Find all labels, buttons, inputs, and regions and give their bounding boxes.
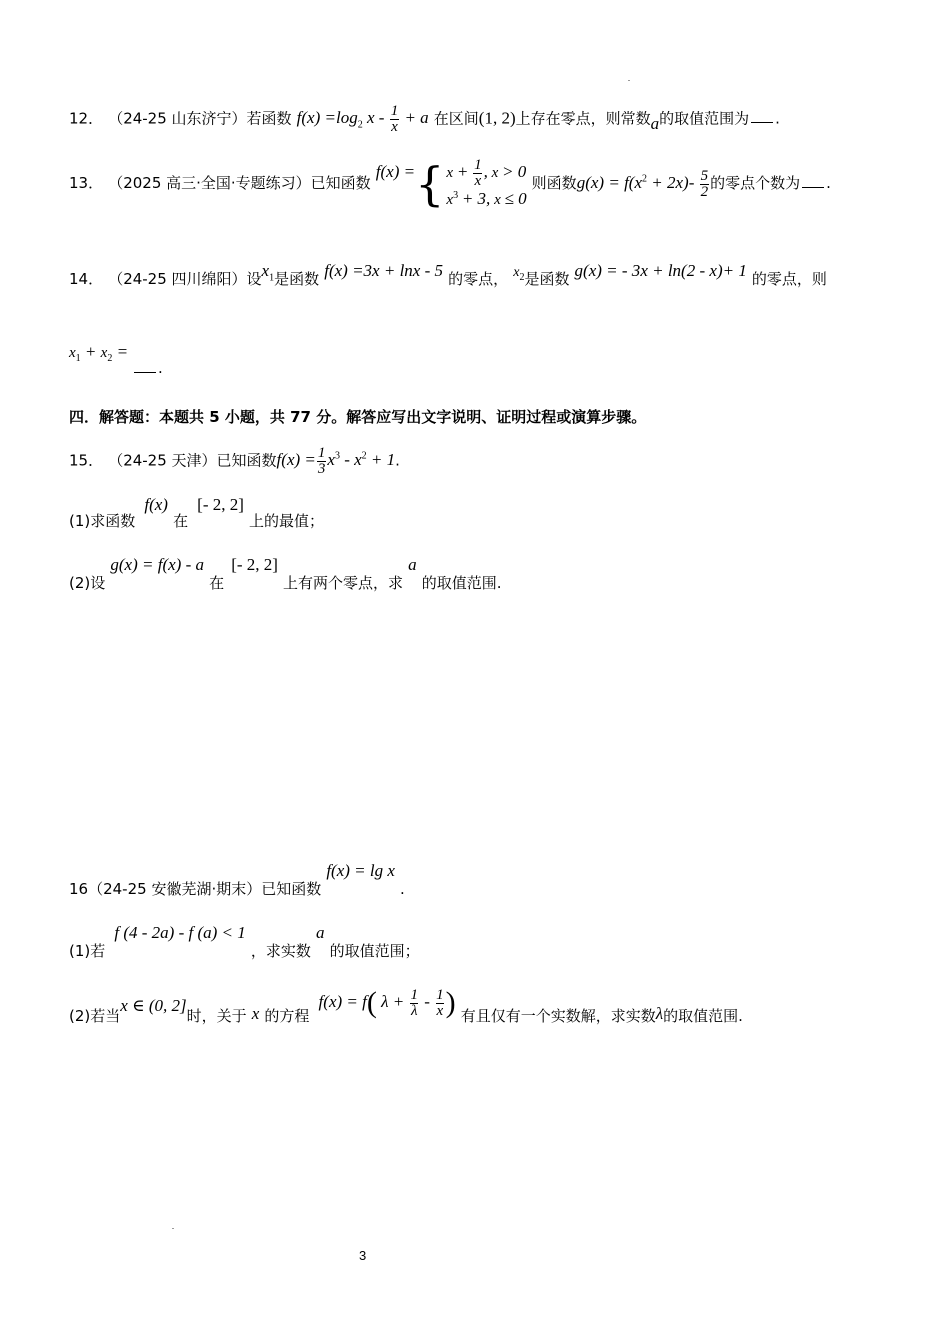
q16-part-2 (69, 986, 743, 1026)
q15-p2-text-c: 的取值范围. (421, 574, 502, 592)
q15-p1-text-b: 上的最值； (249, 512, 325, 530)
q13-mid: 则函数 (531, 174, 577, 193)
q13-piecewise: f(x) = { x + $\frac{1}{x}$ , x > 0 $x^3 + 3$, x ≤ 0 (375, 156, 527, 211)
q16-p1-var-a: a (315, 923, 325, 942)
q14-end: . (158, 359, 163, 377)
q15-part-1 (69, 494, 325, 530)
q15-formula: f(x) = $\frac{1}{3}$ $x^3 - x^2 + 1$ (276, 445, 396, 477)
q16-p1-inequality: f (4 - 2a) - f (a) < 1 (114, 923, 246, 942)
q16-p2-lambda: λ (655, 1004, 664, 1024)
q16-p2-domain: x ∈ (0, 2] (120, 996, 187, 1016)
q12-interval: (1, 2) (478, 108, 516, 128)
q12-source: （24-25 山东济宁）若函数 (108, 109, 292, 128)
q14-text-b: 的零点， (448, 270, 509, 288)
q14-source: （24-25 四川绵阳）设 (108, 270, 262, 288)
q15-p1-fx: f(x) (144, 495, 168, 514)
q16-p2-text-b: 的方程 (264, 1007, 310, 1026)
q15-end: . (395, 451, 400, 470)
q15-p2-text-a: 在 (209, 574, 225, 592)
q15-p1-interval: [- 2, 2] (197, 495, 244, 514)
q15-p1-text-a: 在 (173, 512, 189, 530)
q13-g-formula: $g(x) = f(x^2 + 2x)-$ $\frac{5}{2}$ (576, 167, 709, 200)
page-number: 3 (359, 1248, 367, 1263)
q12-mid: 在区间 (433, 109, 479, 128)
q16-p2-equation: f(x) = f( λ + $\frac{1}{\lambda}$ - $\frac{1}{x}$ ) (318, 986, 456, 1020)
q16-p2-var-x: x (251, 1004, 260, 1024)
problem-15 (69, 446, 400, 477)
q14-answer-blank[interactable] (134, 372, 156, 373)
q15-p2-var-a: a (408, 555, 417, 574)
q16-p2-text-a: 时，关于 (186, 1007, 247, 1026)
q15-p1-label: (1)求函数 (69, 512, 136, 530)
decor-dot-top (628, 80, 630, 81)
problem-12 (69, 104, 780, 135)
problem-16 (69, 860, 405, 898)
q12-number: 12． (69, 109, 104, 128)
q14-number: 14． (69, 270, 104, 288)
q15-part-2 (69, 554, 502, 592)
q14-text-c: 是函数 (524, 270, 570, 288)
q14-x2: $x_2$ (513, 265, 525, 283)
q15-source: （24-25 天津）已知函数 (108, 451, 277, 470)
section-4-title: 四．解答题：本题共 5 小题，共 77 分。解答应写出文字说明、证明过程或演算步骤。 (69, 408, 647, 426)
q12-tail: 的取值范围为 (659, 109, 750, 128)
q15-p2-text-b: 上有两个零点，求 (283, 574, 404, 592)
problem-14 (69, 261, 827, 291)
q13-source: （2025 高三·全国·专题练习）已知函数 (108, 174, 371, 193)
q16-p2-text-c: 有且仅有一个实数解，求实数 (460, 1007, 656, 1026)
q14-blank-line (132, 358, 163, 377)
q14-answer-line (69, 342, 128, 364)
q16-number: 16 (69, 880, 89, 898)
q15-p2-g-formula: g(x) = f(x) - a (110, 555, 204, 574)
q16-source: （24-25 安徽芜湖·期末）已知函数 (88, 880, 322, 898)
q14-sum-expression: $x_1 + x_2$ = (69, 342, 129, 364)
q15-p2-interval: [- 2, 2] (231, 555, 278, 574)
q12-var-a: a (650, 114, 660, 134)
q15-number: 15． (69, 451, 104, 470)
q14-x1: $x_1$ (261, 261, 275, 284)
q16-p1-label: (1)若 (69, 942, 106, 960)
q14-g-formula: g(x) = - 3x + ln(2 - x)+ 1 (574, 261, 747, 280)
q16-p1-text-a: ，求实数 (250, 942, 311, 960)
q14-text-d: 的零点，则 (751, 270, 827, 288)
q13-number: 13． (69, 174, 104, 193)
q14-f-formula: f(x) =3x + lnx - 5 (324, 261, 444, 280)
q12-formula: $f(x) =\log_2$ x - $\frac{1}{x}$ + a (296, 103, 429, 135)
q12-mid2: 上存在零点，则常数 (515, 109, 651, 128)
q14-text-a: 是函数 (274, 270, 320, 288)
q13-tail: 的零点个数为 (710, 174, 801, 193)
q13-end: . (826, 174, 831, 193)
q16-p2-text-d: 的取值范围. (663, 1007, 743, 1026)
q16-part-1 (69, 922, 420, 960)
q16-end: . (400, 880, 405, 898)
q16-p1-text-b: 的取值范围； (329, 942, 420, 960)
q12-answer-blank[interactable] (751, 122, 773, 123)
q15-p2-label: (2)设 (69, 574, 106, 592)
q12-end: . (775, 109, 780, 128)
q16-p2-label: (2)若当 (69, 1007, 121, 1026)
problem-13 (69, 158, 831, 209)
q16-formula: f(x) = lg x (326, 861, 395, 880)
decor-dot-bottom (172, 1228, 174, 1229)
q13-answer-blank[interactable] (802, 187, 824, 188)
